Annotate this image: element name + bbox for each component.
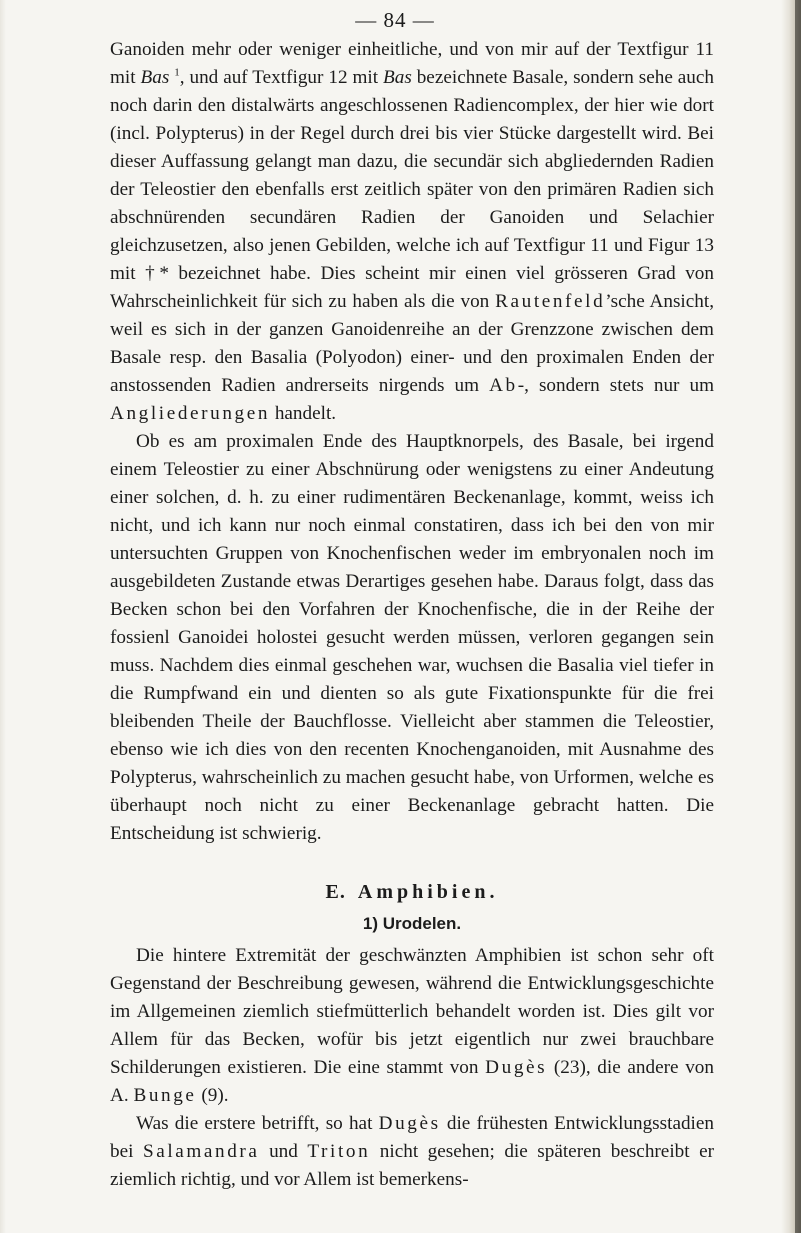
subsection-heading-urodelen: 1) Urodelen.: [362, 914, 462, 933]
paragraph-ganoiden-basale: [110, 36, 714, 428]
text-run: die frühesten Entwicklungsstadien bei: [110, 1113, 714, 1162]
text-run: bezeichnete Basale, sondern sehe auch noch darin den distalwärts angeschlossenen Radiencomplex, der hier wie dort (incl. Polypterus) in der Regel durch drei bis vier Stücke dargestellt wird. Bei dieser Auffassung gelangt man dazu, die secundär sich abgliedernden Radien der Teleostier den ebenfalls erst zeitlich später von den primären Radien sich abschnürenden secundären Radien der Ganoiden und Selachier gleichzusetzen, also jenen Gebilden, welche ich auf Textfigur 11 und Figur 13 mit †* bezeichnet habe. Dies scheint mir einen viel grösseren Grad von Wahrscheinlichkeit für sich zu haben als die von: [110, 67, 715, 312]
genus-name-triton: Triton: [307, 1141, 371, 1162]
section-heading-amphibien: [110, 878, 714, 906]
text-run: nicht gesehen; die späteren beschreibt er ziemlich richtig, und vor Allem ist bemerkens-: [110, 1141, 714, 1190]
text-run: (9).: [196, 1085, 229, 1106]
paragraph-teleostier-becken: Ob es am proximalen Ende des Hauptknorpels, des Basale, bei irgend einem Teleostier zu einer Abschnürung oder wenigstens zu einer Andeutung einer solchen, d. h. zu einer rudimentären Beckenanlage, kommt, weiss ich nicht, und ich kann nur noch einmal constatiren, dass ich bei den von mir untersuchten Gruppen von Knochenfischen weder im embryonalen noch im ausgebildeten Zustande etwas Derartiges gesehen habe. Daraus folgt, dass das Becken schon bei den Vorfahren der Knochenfische, die in der Reihe der fossienl Ganoidei holostei gesucht werden müssen, verloren gegangen sein muss. Nachdem dies einmal geschehen war, wuchsen die Basalia viel tiefer in die Rumpfwand ein und dienten so als gute Fixationspunkte für die frei bleibenden Theile der Bauchflosse. Vielleicht aber stammen die Teleostier, ebenso wie ich dies von den recenten Knochenganoiden, mit Ausnahme des Polypterus, wahrscheinlich zu machen gesucht habe, von Urformen, welche es überhaupt noch nicht zu einer Beckenanlage gebracht hatten. Die Entscheidung ist schwierig.: [110, 431, 714, 844]
footnote-marker: 1: [174, 66, 180, 79]
text-run: (23), die andere von A.: [110, 1057, 714, 1106]
section-letter: E.: [325, 881, 346, 903]
text-run: Die hintere Extremität der geschwänzten Amphibien ist schon sehr oft Gegenstand der Beschreibung gewesen, während die Entwicklungsgeschichte im Allgemeinen ziemlich stiefmütterlich behandelt worden ist. Dies gilt vor Allem für das Becken, wofür bis jetzt eigentlich nur zwei brauchbare Schilderungen existieren. Die eine stammt von: [110, 945, 714, 1078]
emphasis-angliederungen: Angliederungen: [110, 403, 271, 424]
paragraph-hintere-extremitaet: [110, 942, 714, 1110]
body-text: [110, 36, 714, 1194]
emphasis-ab: Ab: [489, 375, 518, 396]
text-run: -, sondern stets nur um: [517, 375, 714, 396]
paragraph-duges-entwicklung: [110, 1110, 714, 1194]
figure-label-bas: Bas: [383, 67, 412, 88]
page-left-margin-shadow: [0, 0, 6, 1233]
genus-name-salamandra: Salamandra: [142, 1141, 260, 1162]
author-name-duges: Dugès: [378, 1113, 441, 1134]
text-run: Was die erstere betrifft, so hat: [136, 1113, 379, 1134]
text-run: handelt.: [270, 403, 337, 424]
author-name-duges: Dugès: [485, 1057, 548, 1078]
figure-label-bas: Bas: [140, 67, 170, 88]
page-number: — 84 —: [355, 8, 435, 32]
text-run: und: [259, 1141, 308, 1162]
text-run: , und auf Textfigur 12 mit: [179, 67, 383, 88]
author-name-bunge: Bunge: [133, 1085, 197, 1106]
page-binding-shadow: [795, 0, 801, 1233]
author-name-rautenfeld: Rautenfeld: [495, 291, 606, 312]
text-run: Ganoiden mehr oder weniger einheitliche, und von mir auf der Textfigur 11 mit: [110, 39, 714, 88]
text-run: ’sche Ansicht, weil es sich in der ganzen Ganoidenreihe an der Grenzzone zwischen dem Basale resp. den Basalia (Polyodon) einer- und den proximalen Enden der anstossenden Radien andrerseits nirgends um: [110, 291, 714, 396]
section-title: Amphibien.: [357, 881, 499, 903]
